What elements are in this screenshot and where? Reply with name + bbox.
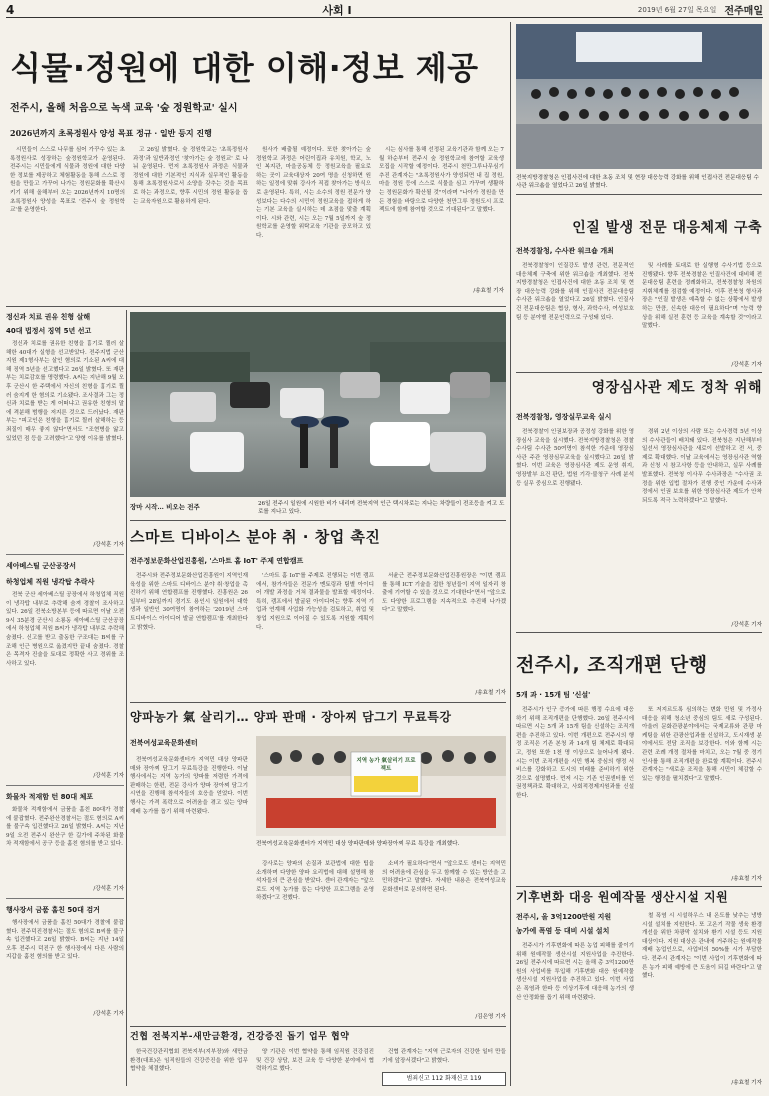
climate-kicker: 전주시, 올 3억1200만원 지원 [516, 913, 612, 921]
smart-byline: /송효철 기자 [475, 690, 506, 696]
reorg-byline: /송효철 기자 [731, 876, 762, 882]
bottom-headline: 건협 전북지부-새만금환경, 건강증진 돕기 업무 협약 [130, 1032, 350, 1042]
column-divider [510, 22, 511, 1086]
photo1-caption-title: 장마 시작… 비오는 전주 [130, 503, 200, 511]
reorg-col-2: 또 저지르도록 심의하는 변화 민원 및 가정사 대응을 위해 청소년 중심의 팀도 새로 구성된다. 아울러 문화관광분야에서는 국제교류와 관광 마케팅을 위한 관광산업과를 신설하고, 도시재생 분야에서도 전담 조직을 보강한다. 이와 함께 시는 관련 조례 개정 절차를 마치고, 오는 7월 중 정기인사를 통해 조직개편을 완료할 계획이다. 전주시 관계자는 "새로운 조직을 통해 시민이 체감할 수 있는 행정을 펼치겠다"고 말했다. [642, 707, 762, 782]
s1-title: 정신과 치료 권유 친형 살해 [6, 313, 91, 321]
lead-byline: /송효철 기자 [473, 288, 504, 294]
yangpa-col-3: 소비가 필요하다"면서 "앞으로도 센터는 지역민의 어려움에 관심을 두고 함께할 수 있는 방안을 고민하겠다"고 말했다. 자세한 내용은 전북여성교육문화센터로 문의하면 된다. [382, 861, 506, 893]
divider [516, 632, 762, 633]
photo1-caption: 26일 전주시 일원에 시원한 비가 내리며 전북지역 인근 택시차로는 지나는 차량들이 전조등을 켜고 도로를 지나고 있다. [258, 501, 505, 515]
yangpa-headline: 양파농가 氣 살리기… 양파 판매 · 장아찌 담그기 무료특강 [130, 710, 452, 724]
hostage-byline: /강석훈 기자 [731, 362, 762, 368]
lead-headline: 식물·정원에 대한 이해·정보 제공 [10, 49, 479, 87]
s4-body: 행사장에서 금품을 훔친 50대가 경찰에 붙잡혔다. 전주덕진경찰서는 절도 혐의로 B씨를 불구속 입건했다고 26일 밝혔다. B씨는 지난 14일 오후 전주시 덕진구 한 행사장에서 다른 사람의 지갑을 훔친 혐의를 받고 있다. [6, 920, 124, 961]
lead-kicker: 전주시, 올해 처음으로 녹색 교육 '숲 정원학교' 실시 [10, 103, 238, 114]
yangpa-col-1: 전북여성교육문화센터가 지역민 대상 양파판매와 장아찌 담그기 무료특강을 진행한다. 이날 행사에서는 지역 농가의 양파를 저렴한 가격에 판매하는 한편, 전문 강사가 양파 장아찌 담그기 시연을 진행해 참석자들의 호응을 얻었다. 이번 행사는 가격 폭락으로 어려움을 겪고 있는 양파 재배 농가를 돕기 위해 마련됐다. [130, 757, 248, 815]
section-title: 사회 Ⅰ [322, 3, 352, 17]
yangpa-col-2: 강사로는 양파의 손질과 보관법에 대한 팁을 소개하며 다양한 양파 요리법에 대해 설명해 참석자들의 큰 관심을 받았다. 센터 관계자는 "앞으로도 지역 농가를 돕는 다양한 프로그램을 운영하겠다"고 전했다. [256, 861, 374, 902]
hostage-col-1: 전북경찰청이 인질강도 발생 관련, 전문적인 대응체제 구축에 위한 워크숍을 개최했다. 전북지방경찰청은 인접사건에 대한 초동 조치 및 현장 대응능력 강화를 위해 인질사건 전문대응팀 수사관 워크숍을 열었다고 26일 밝혔다. 인질사건 전문대응팀은 협상, 형사, 과학수사, 여성보호팀 등 분야별 전문인력으로 구성돼 있다. [516, 263, 634, 321]
smart-col-3: 서윤근 전주정보문화산업진흥원장은 "이번 캠프를 통해 ICT 기술을 접한 청년들이 지역 일자리 창출에 기여할 수 있을 것으로 기대한다"면서 "앞으로도 다양한 프로그램을 지속적으로 추진해 나가겠다"고 말했다. [382, 573, 506, 614]
s2-body: 전북 군산 세아베스틸 공장에서 하청업체 직원이 냉각탑 내부로 추락해 숨져 경찰이 조사하고 있다. 26일 전북소방본부 등에 따르면 이날 오전 9시 35분경 군산시 소룡동 세아베스틸 군산공장에서 하청업체 직원 B씨가 냉각탑 내부로 추락해 숨졌다. 신고를 받고 출동한 구조대는 B씨를 구조해 인근 병원으로 옮겼지만 끝내 숨졌다. 경찰은 목격자 진술을 토대로 정확한 사고 경위를 조사하고 있다. [6, 592, 124, 667]
bottom-col-1: 한국건강관리협회 전북지부(지부장)와 새만금환경(대표)은 임직원들의 건강증진을 위한 업무협약을 체결했다. [130, 1049, 248, 1073]
banner-text: 지역 농가 氣살리기 프로젝트 [356, 758, 416, 772]
smart-col-2: '스마트 홈 IoT'를 주제로 진행되는 이번 캠프에서, 참가자들은 전문가 멘토링과 팀별 아이디어 개발 과정을 거쳐 결과물을 발표할 예정이다. 특히, 캠프에서 발굴된 아이디어는 향후 지역 기업과 연계해 사업화 가능성을 검토하고, 취업 및 창업 지원으로 이어질 수 있도록 지원할 계획이다. [256, 573, 374, 631]
s4-title: 행사장서 금품 훔친 50대 검거 [6, 906, 100, 914]
yangpa-kicker: 전북여성교육문화센터 [130, 739, 198, 747]
group-photo [516, 24, 762, 169]
reorg-headline: 전주시, 조직개편 단행 [516, 654, 708, 676]
s2-title: 세아베스틸 군산공장서 [6, 562, 77, 570]
hostage-headline: 인질 발생 전문 대응체제 구축 [572, 220, 762, 236]
climate-col-1: 전주시가 기후변화에 따른 농업 피해를 줄이기 위해 원예작물 생산시설 지원사업을 추진한다. 26일 전주시에 따르면 시는 올해 총 3억1200만원의 사업비를 투입해 기후변화 대응 원예작물 생산시설 지원사업을 추진하고 있다. 이번 사업은 폭염과 한파 등 이상기후에 대응해 농가의 생산 안정화를 돕기 위해 마련됐다. [516, 943, 634, 1001]
smart-kicker: 전주정보문화산업진흥원, '스마트 홈 IoT' 주제 연합캠프 [130, 557, 304, 565]
smart-headline: 스마트 디바이스 분야 취 · 창업 촉진 [130, 528, 381, 546]
s4-byline: /강석훈 기자 [93, 1011, 124, 1017]
yangpa-byline: /김은영 기자 [475, 1014, 506, 1020]
lead-col-4: 시는 심사를 통해 선정된 교육기관과 함께 오는 7월 하순부터 전주시 숲 정원학교에 참여할 교육생 모집을 시작할 예정이다. 전주시 천만그루나무심기추진 관계자는 "초록정원사가 양성되면 내 집 정원, 마을 정원 등에 스스로 식물을 심고 가꾸며 생활하는 정원문화가 확산될 것"이라며 "나아가 정원을 만든 경험을 바탕으로 다양한 천만그루 정원도시 프로젝트에 함께 참여할 것으로 기대된다"고 말했다. [379, 147, 504, 214]
warrant-kicker: 전북경찰청, 영장실무교육 실시 [516, 413, 612, 421]
page-header [6, 2, 763, 18]
lead-col-2: 고 26일 밝혔다. 숲 정원학교는 '초록정원사 과정'과 일반과정인 '찾아가는 숲 정원교' 로 나눠 운영된다. 먼저 초록정원사 과정은 식물과 정원에 대한 기본적인 지식과 실무적인 활동을 통해 초록정원사로서 소양을 갖추는 것을 목표로 하는 과정으로, 향후 시민의 정원 활동을 돕는 교육자원으로 활용하게 된다. [133, 147, 248, 205]
lead-col-1: 시민들이 스스로 나무를 심어 가꾸수 있는 초록정원사로 성장하는 숲정원학교가 운영된다. 전주시는 시민들에게 식물과 정원에 대한 다양한 정보를 제공하고 체험활동을 통해 스스로 정원을 만들고 가꾸어 나가는 정원문화를 확산시키기 위해 올해부터 오는 2026년까지 10명의 초록정원사 양성을 목표로 '전주시 숲 정원학교'를 운영한다. [10, 147, 125, 214]
s3-byline: /강석훈 기자 [93, 886, 124, 892]
s3-body: 화물차 적재함에서 금품을 훔친 80대가 경찰에 붙잡혔다. 전주완산경찰서는 절도 혐의로 A씨를 불구속 입건했다고 26일 밝혔다. A씨는 지난 9일 오전 전주시 완산구 한 길가에 주차된 화물차 적재함에서 공구 등을 훔친 혐의를 받고 있다. [6, 807, 124, 848]
reorg-col-1: 전주시가 인구 증가에 따른 행정 수요에 대응하기 위해 조직개편을 단행했다. 26일 전주시에 따르면 시는 5개 과 15개 팀을 신설하는 조직개편을 추진하고 있다. 이번 개편으로 전주시의 행정 조직은 기존 본청 과 14개 팀 체제로 확대되고, 정원 또한 1천 명 이상으로 늘어나게 됐다. 시는 이번 조직개편을 시민 행복 중심의 행정 서비스를 강화하고 도시의 미래를 준비하기 위한 것으로 설명했다. 먼저 시는 기존 인권센터를 인권정책과로 확대하고, 사회적경제지원과를 신설한다. [516, 707, 634, 799]
page-number: 4 [6, 2, 15, 17]
climate-headline: 기후변화 대응 원예작물 생산시설 지원 [516, 890, 729, 904]
smart-col-1: 전주시와 전주정보문화산업진흥원이 지역인재 육성을 위한 스마트 디바이스 분야 취·창업을 촉진하기 위해 연합캠프를 진행했다. 진흥원은 26일부터 28일까지 경기도 용인시 일원에서 대학생과 일반인 30여명이 참여하는 '2019년 스마트디바이스 아이디어 발굴 연합캠프'를 개최한다고 밝혔다. [130, 573, 248, 631]
divider [516, 194, 762, 195]
divider [130, 702, 506, 703]
warrant-col-2: 경위 2년 이상의 사람 또는 수사경력 5년 이상의 수사관들이 배치돼 있다. 전북청은 지난해부터 일선서 영장심사관을 새로이 선발하고 전 서, 중제로 확대했다. 이날 교육에서는 영장심사관 역할과 신청 시 참고사항 등을 안내하고, 실무 사례를 발표했다. 전북청 이사무 수사과장은 "수사권 조정을 위한 입법 절차가 진행 중인 가운데 수사과정에서 인권 보호를 위한 영장심사관 제도가 안착되도록 적극 노력하겠다"고 말했다. [642, 429, 762, 504]
s1-body: 정신과 치료를 권유한 친형을 흉기로 찔러 살해한 40대가 실형을 선고받았다. 전주지법 군산지원 제1형사부는 살인 혐의로 기소된 A씨에 대해 징역 5년을 선고했다고 26일 밝혔다. 또 재판부는 치료감호를 명령했다. A씨는 지난해 9월 오후 군산시 한 주택에서 자신의 친형을 흉기로 찔러 숨지게 한 혐의로 기소됐다. 조사결과 그는 정신과 치료를 받는 게 어떠냐고 권유한 친형의 말에 격분해 범행을 저지른 것으로 드러났다. 재판부는 "피고인은 친형을 흉기로 찔러 살해하는 등 죄질이 매우 좋지 않다"면서도 "조현병을 앓고 있었던 점 등을 고려했다"고 양형 이유를 밝혔다. [6, 341, 124, 442]
climate-byline: /송효철 기자 [731, 1080, 762, 1086]
hostage-kicker: 전북경찰청, 수사관 워크숍 개최 [516, 247, 614, 255]
s1-byline: /강석훈 기자 [93, 542, 124, 548]
warrant-col-1: 전북경찰이 인권보장과 공정성 강화를 위한 영장심사 교육을 실시했다. 전북지방경찰청은 경찰수사팀 수사관 50여명이 참석한 가운데 영장심사관 주관 영장심무교육을 실시했다고 26일 밝혔다. 이번 교육은 영장심사관 제도 운영 취지, 영장발부 요건 판단, 법원 기각·불청구 사례 분석 등 실무 중심으로 진행됐다. [516, 429, 634, 487]
rainy-street-photo [130, 312, 506, 497]
issue-date: 2019년 6월 27일 목요일 [637, 5, 717, 14]
climate-col-2: 철 폭염 시 시설하우스 내 온도를 낮추는 냉방 시설 설치를 지원한다. 또 고온기 작물 생육 환경 개선을 위한 차광막 설치와 환기 시설 등도 지원 대상이다. 지원 대상은 관내에 거주하는 원예작물 재배 농업인으로, 사업비의 50%를 시가 부담한다. 전주시 관계자는 "이번 사업이 기후변화에 따른 농가 피해 예방에 큰 도움이 되길 바란다"고 말했다. [642, 913, 762, 980]
climate-subtitle: 농가에 폭염 등 대비 시설 설치 [516, 927, 610, 935]
warrant-headline: 영장심사관 제도 정착 위해 [591, 380, 762, 396]
column-divider [126, 310, 127, 1086]
s2-subtitle: 하청업체 직원 냉각탑 추락사 [6, 578, 95, 586]
lead-col-3: 원사가 배출될 예정이다. 또한 찾아가는 숲 정원학교 과정은 어린이집과 유치원, 학교, 노인 복지관, 마을공동체 등 정원교육을 필요로 하는 곳이 교육대상자 20여 명을 신청하면 원하는 일정에 맞춰 강사가 직접 찾아가는 방식으로 운영된다. 특히, 시는 소수의 정원 전문가 양성보다는 다수의 시민이 정원교육을 접하게 하는 기본 교육을 실시하는 데 초점을 맞출 계획이다. 시와 관련, 시는 오는 7월 5일까지 숲 정원학교를 운영할 위탁교육 기관을 공모하고 있다. [256, 147, 371, 239]
left-column [6, 312, 124, 1017]
reorg-kicker: 5개 과 · 15개 팀 '신설' [516, 691, 591, 699]
public-service-ad: 범죄신고 112 화재신고 119 [382, 1072, 506, 1086]
bottom-col-2: 양 기관은 이번 협약을 통해 임직원 건강검진 및 건강 상담, 보건 교육 등 다양한 분야에서 협력하기로 했다. [256, 1049, 374, 1073]
hostage-col-2: 및 사례를 토대로 한 실행형 수사기법 등으로 진행됐다. 향후 전북경찰은 인질사건에 대비해 전문대응팀 훈련을 정례화하고, 전북경찰청 차원의 지휘체계를 점검할 예정이다. 이후 전북청 형사과장은 "인질 발생은 예측할 수 없는 상황에서 발생하는 만큼, 신속한 대응이 필요하다"며 "능력 향상을 위해 실전 훈련 등 교육을 계속할 것"이라고 말했다. [642, 263, 762, 330]
divider [130, 1026, 506, 1027]
yangpa-photo-caption: 전북여성교육문화센터가 지역민 대상 양파판매와 양파장아찌 무료 특강을 개최했다. [256, 841, 460, 847]
divider [6, 306, 506, 307]
s1-subtitle: 40대 법정서 징역 5년 선고 [6, 327, 92, 335]
divider [130, 520, 506, 521]
group-photo-caption: 전북지방경찰청은 인접사건에 대한 초동 조치 및 현장 대응능력 강화를 위해 인접사건 전문대응팀 수사관 워크숍을 열었다고 26일 밝혔다. [516, 175, 759, 189]
bottom-col-3: 건협 관계자는 "지역 근로자의 건강한 일터 만들기에 앞장서겠다"고 밝혔다. [382, 1049, 506, 1064]
s2-byline: /강석훈 기자 [93, 773, 124, 779]
lead-subhead: 2026년까지 초록정원사 양성 목표 정규 · 일반 등지 진행 [10, 128, 212, 138]
divider [516, 886, 762, 887]
onion-event-photo [256, 736, 506, 836]
s3-title: 화물차 적재함 턴 80대 체포 [6, 793, 94, 801]
paper-name: 전주매일 [724, 6, 763, 17]
divider [516, 372, 762, 373]
warrant-byline: /강석훈 기자 [731, 622, 762, 628]
